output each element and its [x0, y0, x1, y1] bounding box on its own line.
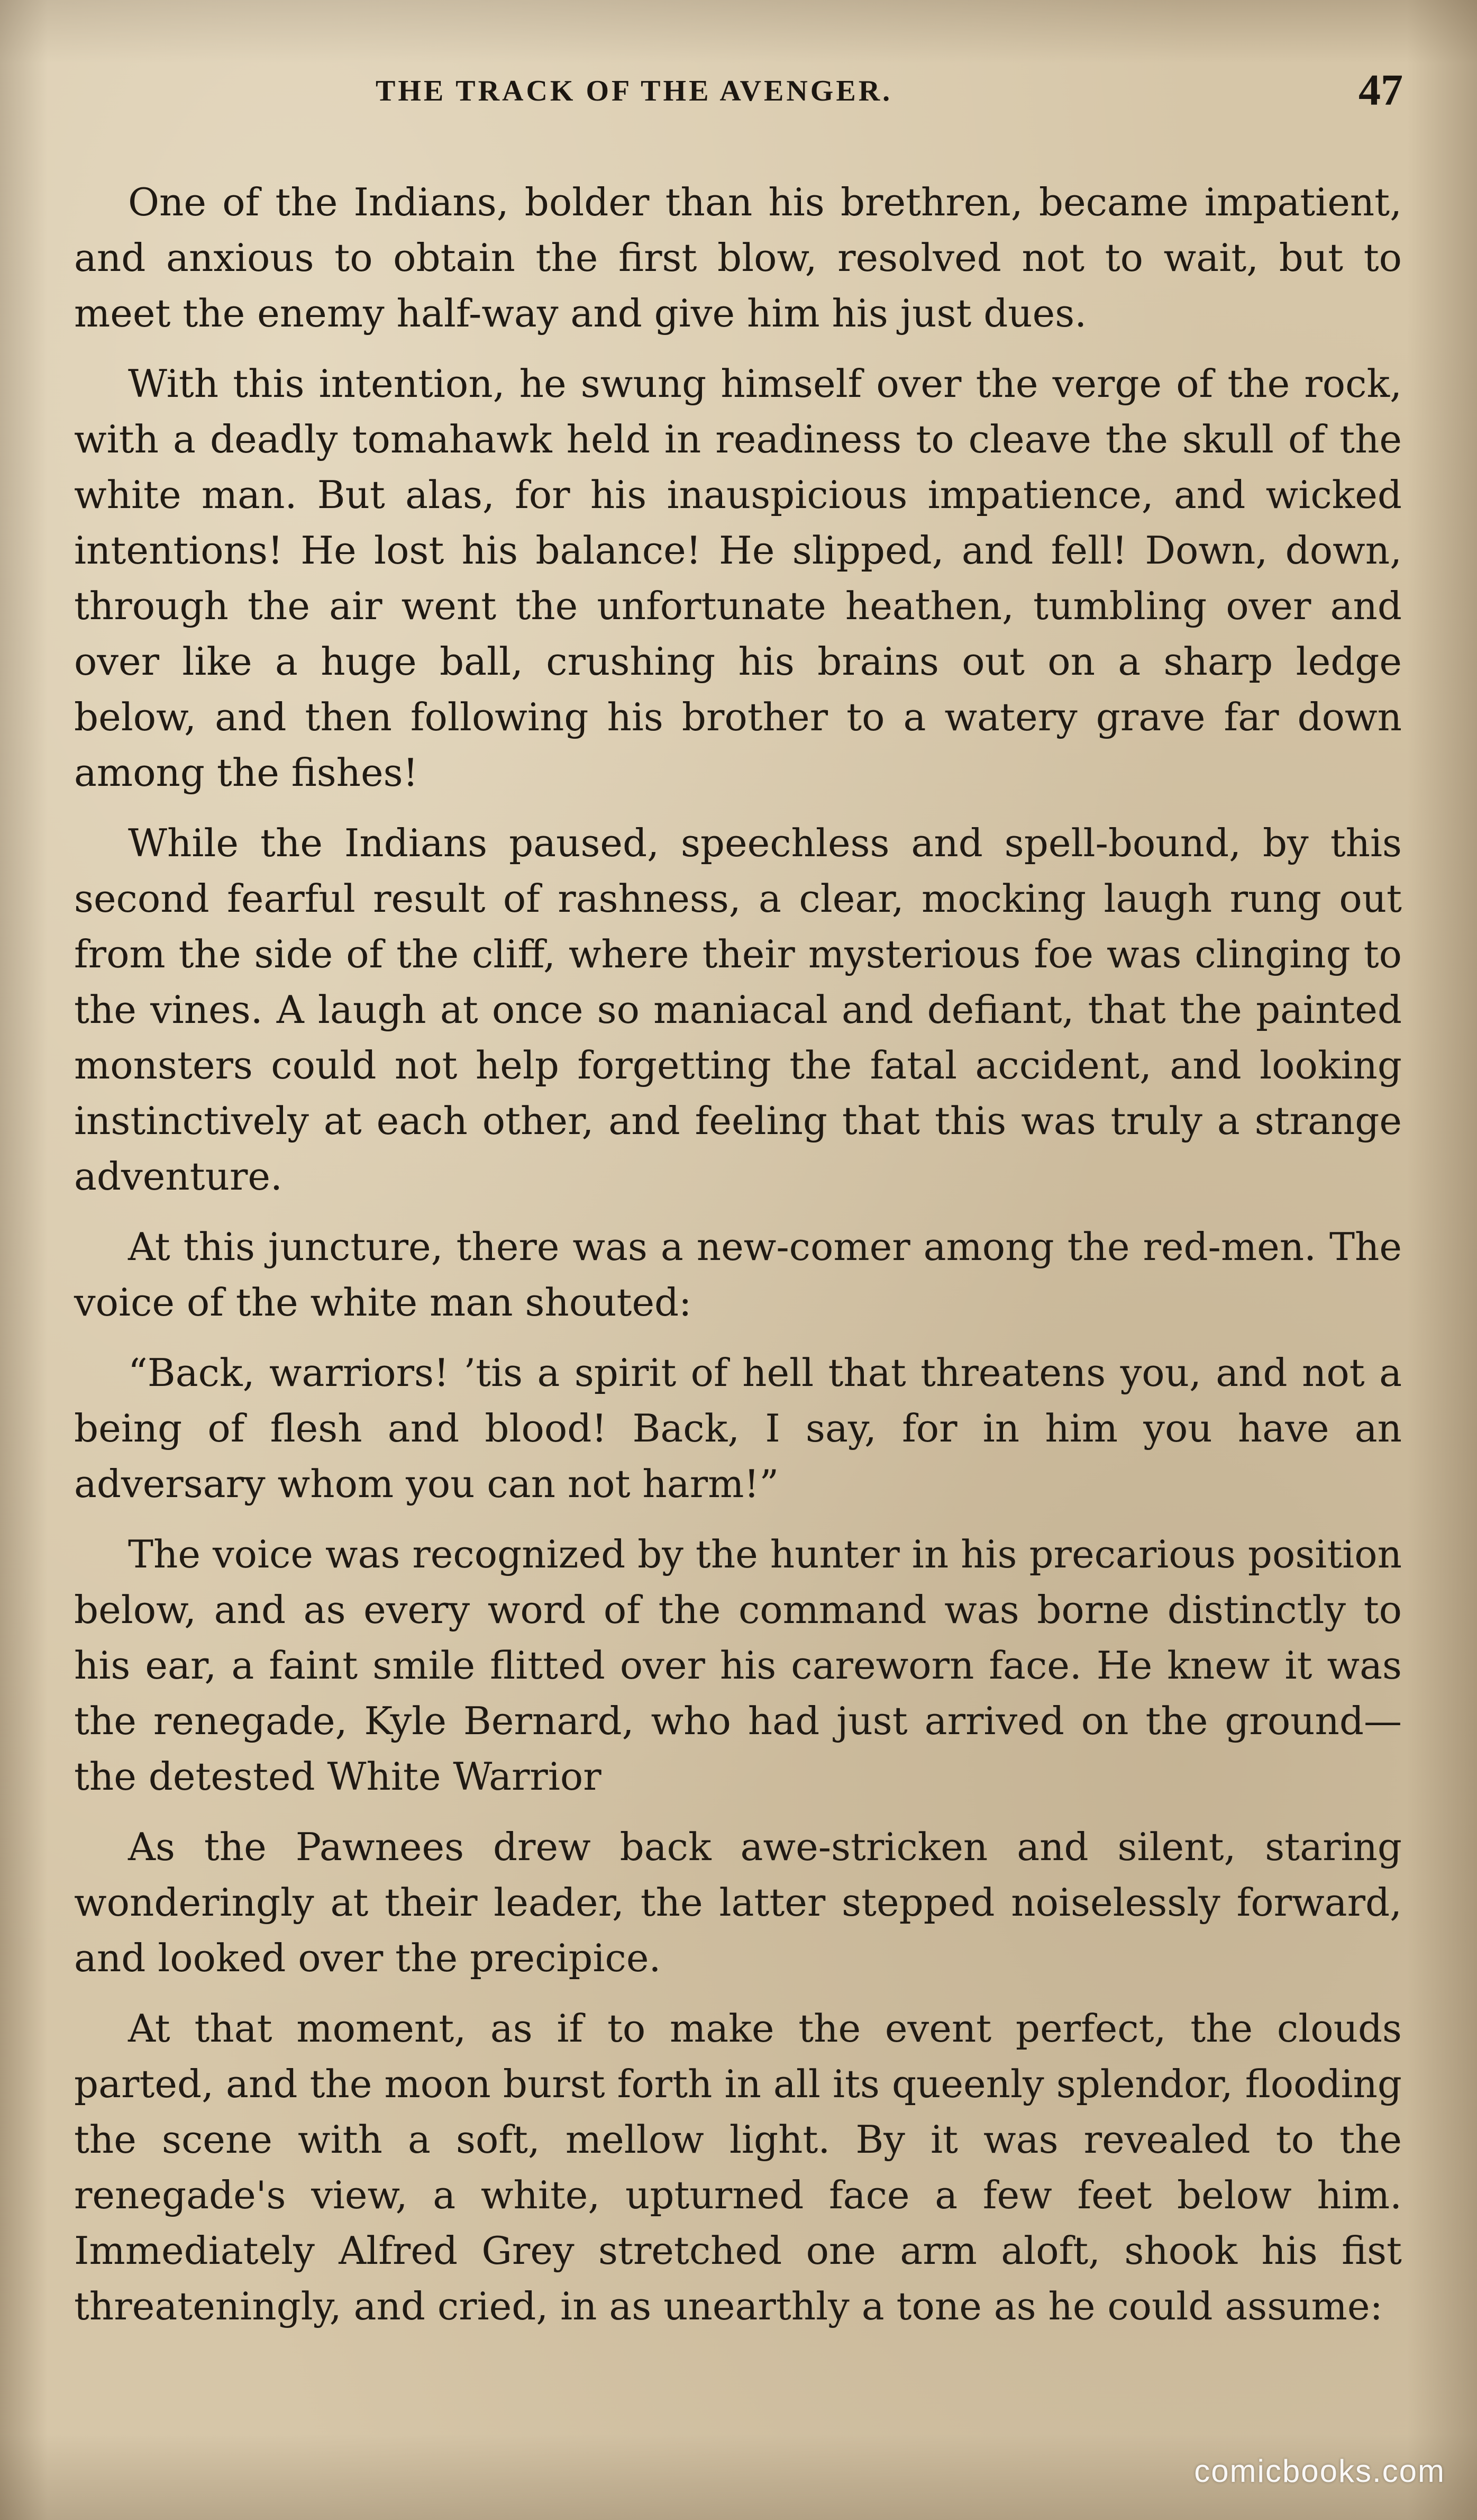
paragraph: One of the Indians, bolder than his brethren, became impatient, and anxious to obtain the first blow, resolved not to wait, but to meet the enemy half-way and give him his just dues.	[74, 180, 1402, 336]
paragraph: The voice was recognized by the hunter in his precarious position below, and as every word of the command was borne distinctly to his ear, a faint smile flitted over his careworn face. He knew it was the renegade, Kyle Bernard, who had just arrived on the ground—the detested White Warrior	[74, 1532, 1402, 1799]
paragraph: With this intention, he swung himself over the verge of the rock, with a deadly tomahawk held in readiness to cleave the skull of the white man. But alas, for his inauspicious impatience, and wicked intentions! He lost his balance! He slipped, and fell! Down, down, through the air went the unfortunate heathen, tumbling over and over like a huge ball, crushing his brains out on a sharp ledge below, and then following his brother to a watery grave far down among the fishes!	[74, 361, 1402, 795]
paragraph: While the Indians paused, speechless and spell-bound, by this second fearful result of rashness, a clear, mocking laugh rung out from the side of the cliff, where their mysterious foe was clinging to the vines. A laugh at once so maniacal and defiant, that the painted monsters could not help forgetting the fatal accident, and looking instinctively at each other, and feeling that this was truly a strange adventure.	[74, 821, 1402, 1199]
paragraph: At this juncture, there was a new-comer among the red-men. The voice of the white man shouted:	[74, 1225, 1402, 1325]
page-number: 47	[1359, 66, 1403, 115]
running-title: THE TRACK OF THE AVENGER.	[376, 75, 893, 107]
watermark: comicbooks.com	[1194, 2453, 1445, 2489]
paragraph: As the Pawnees drew back awe-stricken and silent, staring wonderingly at their leader, the latter stepped noiselessly forward, and looked over the precipice.	[74, 1825, 1402, 1980]
paragraph: “Back, warriors! ’tis a spirit of hell that threatens you, and not a being of flesh and blood! Back, I say, for in him you have an adversary whom you can not harm!”	[74, 1350, 1402, 1506]
paragraph: At that moment, as if to make the event perfect, the clouds parted, and the moon burst forth in all its queenly splendor, flooding the scene with a soft, mellow light. By it was revealed to the renegade's view, a white, upturned face a few feet below him. Immediately Alfred Grey stretched one arm aloft, shook his fist threateningly, and cried, in as unearthly a tone as he could assume:	[74, 2006, 1402, 2328]
running-head	[74, 66, 1403, 127]
body-text	[74, 175, 1402, 2349]
